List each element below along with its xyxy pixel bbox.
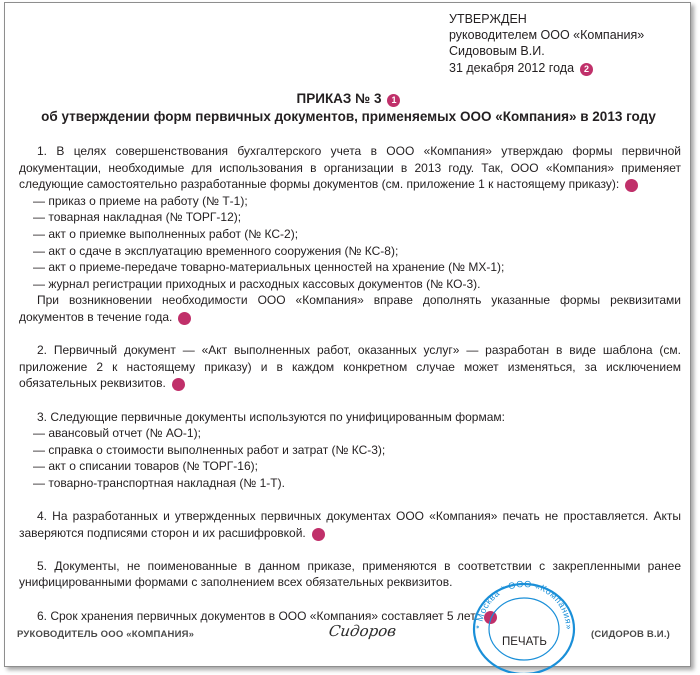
- section-1-note: При возникновении необходимости ООО «Компания» вправе дополнять указанные формы реквизитами документов в течение года. 1: [19, 293, 681, 324]
- approval-line-by: руководителем ООО «Компания»: [449, 28, 645, 43]
- section-3-intro: 3. Следующие первичные документы используются по унифицированным формам:: [37, 409, 505, 424]
- list-item: — журнал регистрации приходных и расходных кассовых документов (№ КО-3).: [33, 276, 481, 291]
- approval-block: [449, 11, 644, 76]
- handwritten-signature: Сидоров: [327, 622, 398, 640]
- document-title: ПРИКАЗ № 3 1: [5, 91, 692, 107]
- approval-line-name: Сидововым В.И.: [449, 44, 545, 59]
- stamp-ring-text: * Москва * ООО «Компания»: [473, 578, 575, 631]
- director-name: (СИДОРОВ В.И.): [591, 629, 671, 640]
- list-item: — справка о стоимости выполненных работ и затрат (№ КС-3);: [33, 442, 386, 457]
- document-page: [4, 2, 691, 667]
- list-item: — акт о приемке выполненных работ (№ КС-2);: [33, 226, 299, 241]
- section-2: 2. Первичный документ — «Акт выполненных работ, оказанных услуг» — разработан в виде шаблона (см. приложение 2 к настоящему приказу) и в каждом конкретном случае может изменяться, за исключением обязательных реквизитов. 4: [19, 343, 681, 391]
- document-subtitle: об утверждении форм первичных документов, применяемых ООО «Компания» в 2013 году: [41, 109, 656, 124]
- section-1-intro: 1. В целях совершенствования бухгалтерского учета в ООО «Компания» утверждаю формы первичной документации, необходимые для использования в организации в 2013 году. Так, ООО «Компания» применяет следующие самостоятельно разработанные формы документов (см. приложение 1 к настоящему приказу): 3: [19, 144, 681, 192]
- callout-badge: 5: [312, 528, 325, 541]
- callout-badge: 2: [580, 63, 593, 76]
- list-item: — акт о сдаче в эксплуатацию временного сооружения (№ КС-8);: [33, 243, 399, 258]
- list-item: — приказ о приеме на работу (№ Т-1);: [33, 193, 248, 208]
- section-6: 6. Срок хранения первичных документов в ООО «Компания» составляет 5 лет. 6: [37, 608, 507, 623]
- section-4: 4. На разработанных и утвержденных первичных документах ООО «Компания» печать не проставляется. Акты заверяются подписями сторон и их расшифровкой. 5: [19, 509, 681, 540]
- callout-badge: 3: [625, 179, 638, 192]
- approval-line-date: 31 декабря 2012 года 2: [449, 60, 644, 76]
- list-item: — авансовый отчет (№ АО-1);: [33, 426, 201, 441]
- stamp-label: ПЕЧАТЬ: [502, 636, 547, 648]
- list-item: — товарно-транспортная накладная (№ 1-Т).: [33, 475, 285, 490]
- company-stamp: [460, 573, 578, 673]
- svg-text:* Москва * ООО «Компания»: [474, 579, 574, 630]
- approval-line-approved: УТВЕРЖДЕН: [449, 12, 527, 26]
- list-item: — акт о приеме-передаче товарно-материальных ценностей на хранение (№ МХ-1);: [33, 260, 505, 275]
- callout-badge: 6: [484, 611, 497, 624]
- callout-badge: 1: [387, 94, 400, 107]
- director-label: РУКОВОДИТЕЛЬ ООО «КОМПАНИЯ»: [17, 629, 195, 640]
- list-item: — акт о списании товаров (№ ТОРГ-16);: [33, 459, 258, 474]
- list-item: — товарная накладная (№ ТОРГ-12);: [33, 210, 242, 225]
- section-5: 5. Документы, не поименованные в данном приказе, применяются в соответствии с закрепленными ранее унифицированными формами с заполнением всех обязательных реквизитов.: [19, 558, 681, 590]
- document-body: [19, 143, 681, 624]
- callout-badge: 1: [178, 312, 191, 325]
- callout-badge: 4: [172, 378, 185, 391]
